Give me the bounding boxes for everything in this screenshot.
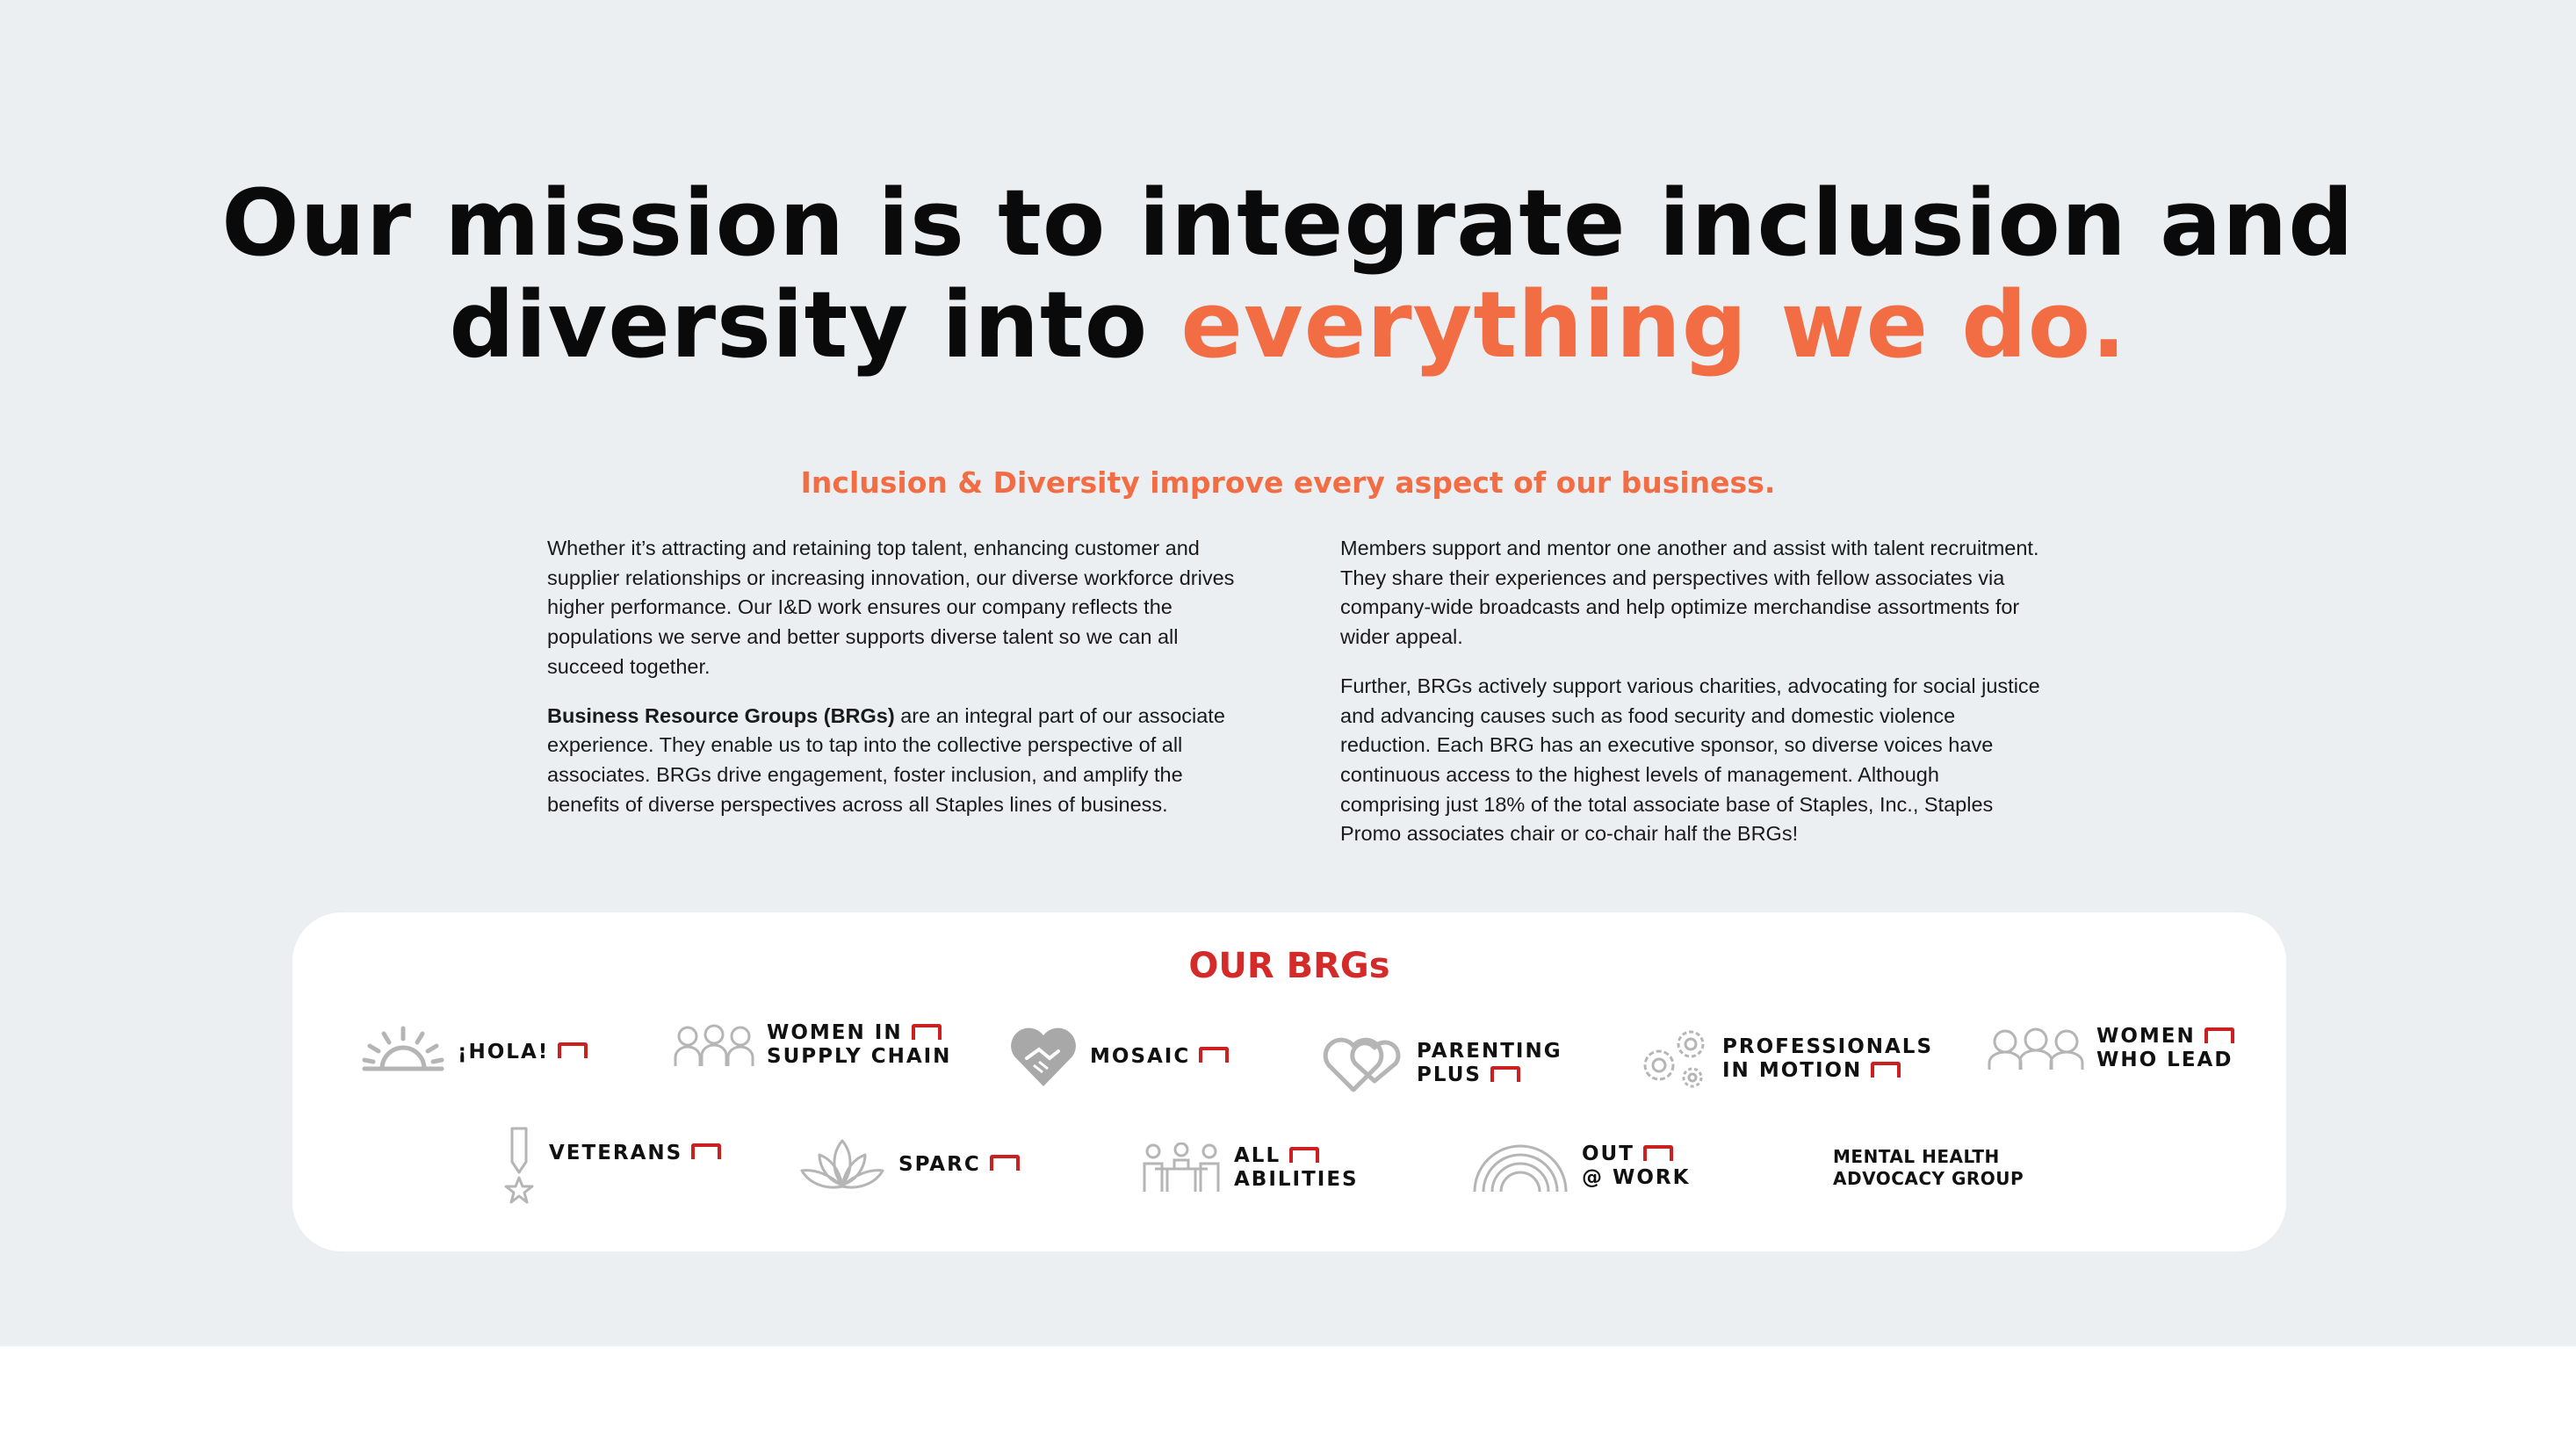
brg-all-abilities-label: ALL ABILITIES [1234, 1144, 1359, 1191]
lotus-icon [798, 1135, 886, 1193]
brg-parenting-plus[interactable] [1322, 1028, 1562, 1099]
brg-veterans[interactable] [501, 1127, 721, 1206]
charities-paragraph: Further, BRGs actively support various charities, advocating for social justice and advancing causes such as food security and domestic violence reduction. Each BRG has an executive sponsor, so diverse voices have continuous access to the highest levels of management. Although comprising just 18% of the total associate base of Staples, Inc., Staples Promo associates chair or co-chair half the BRGs! [1340, 674, 2040, 846]
brg-hola-label: ¡HOLA! [458, 1041, 588, 1064]
staples-mark-icon [1199, 1047, 1229, 1063]
brg-professionals-in-motion[interactable] [1636, 1027, 1933, 1092]
brg-veterans-label: VETERANS [549, 1142, 721, 1165]
left-text-column [547, 534, 1250, 839]
page-title [0, 169, 2576, 378]
brg-sparc-label: SPARC [898, 1153, 1020, 1177]
staples-mark-icon [1289, 1147, 1319, 1163]
brg-mosaic[interactable] [1009, 1025, 1229, 1088]
staples-mark-icon [2204, 1027, 2234, 1043]
staples-mark-icon [1490, 1066, 1520, 1082]
brg-sparc[interactable] [798, 1135, 1020, 1193]
right-text-column [1340, 534, 2043, 869]
women-leaders-icon [1988, 1026, 2084, 1071]
brg-mental-health-label: MENTAL HEALTH ADVOCACY GROUP [1833, 1146, 2024, 1189]
gears-icon [1636, 1027, 1710, 1092]
people-at-table-icon [1141, 1143, 1222, 1193]
headline-line-2-lead: diversity into [449, 271, 1181, 378]
members-paragraph: Members support and mentor one another and assist with talent recruitment. They share their experiences and perspectives with fellow associates via company-wide broadcasts and help optimize merchandise assortments for wider appeal. [1340, 537, 2039, 649]
brg-women-who-lead-label: WOMEN WHO LEAD [2096, 1025, 2233, 1071]
headline-accent: everything we do. [1180, 271, 2127, 378]
staples-mark-icon [990, 1155, 1020, 1171]
brg-card [292, 912, 2286, 1251]
brg-out-at-work-label: OUT @ WORK [1582, 1143, 1691, 1189]
staples-mark-icon [691, 1143, 721, 1159]
brg-professionals-in-motion-label: PROFESSIONALS IN MOTION [1722, 1035, 1934, 1082]
staples-mark-icon [912, 1024, 942, 1040]
brg-all-abilities[interactable] [1141, 1143, 1359, 1193]
headline-line-1: Our mission is to integrate inclusion and [221, 169, 2355, 277]
brg-intro-text: are an integral part of our associate experience. They enable us to tap into the collective perspective of all associates. BRGs drive engagement, foster inclusion, and amplify the benefits of diverse perspectives across all Staples lines of business. [547, 703, 1225, 816]
brg-section-title: OUR BRGs [1188, 946, 1390, 986]
brg-bold-term: Business Resource Groups (BRGs) [547, 703, 895, 727]
women-group-icon [674, 1022, 754, 1068]
sunrise-icon [361, 1025, 445, 1079]
brg-women-in-supply-chain[interactable] [674, 1021, 951, 1069]
brg-mosaic-label: MOSAIC [1090, 1045, 1229, 1069]
staples-mark-icon [558, 1042, 588, 1058]
brg-parenting-plus-label: PARENTING PLUS [1417, 1040, 1562, 1086]
staples-mark-icon [1643, 1145, 1673, 1161]
brg-mental-health-advocacy-group[interactable] [1821, 1146, 2024, 1190]
intro-paragraph: Whether it’s attracting and retaining top talent, enhancing customer and supplier relationships or increasing innovation, our diverse workforce drives higher performance. Our I&D work ensures our company reflects the populations we serve and better supports diverse talent so we can all succeed together. [547, 537, 1235, 678]
brg-women-in-supply-chain-label: WOMEN IN SUPPLY CHAIN [767, 1021, 952, 1068]
brg-hola[interactable] [361, 1025, 588, 1079]
staples-mark-icon [1871, 1062, 1901, 1078]
section-subheading: Inclusion & Diversity improve every aspect of our business. [800, 465, 1776, 500]
brg-women-who-lead[interactable] [1988, 1025, 2234, 1072]
medal-icon [501, 1127, 537, 1206]
handshake-heart-icon [1009, 1025, 1078, 1088]
linked-hearts-icon [1322, 1028, 1404, 1099]
brg-intro-paragraph [547, 702, 1250, 820]
rainbow-icon [1471, 1139, 1569, 1193]
brg-out-at-work[interactable] [1471, 1139, 1690, 1193]
